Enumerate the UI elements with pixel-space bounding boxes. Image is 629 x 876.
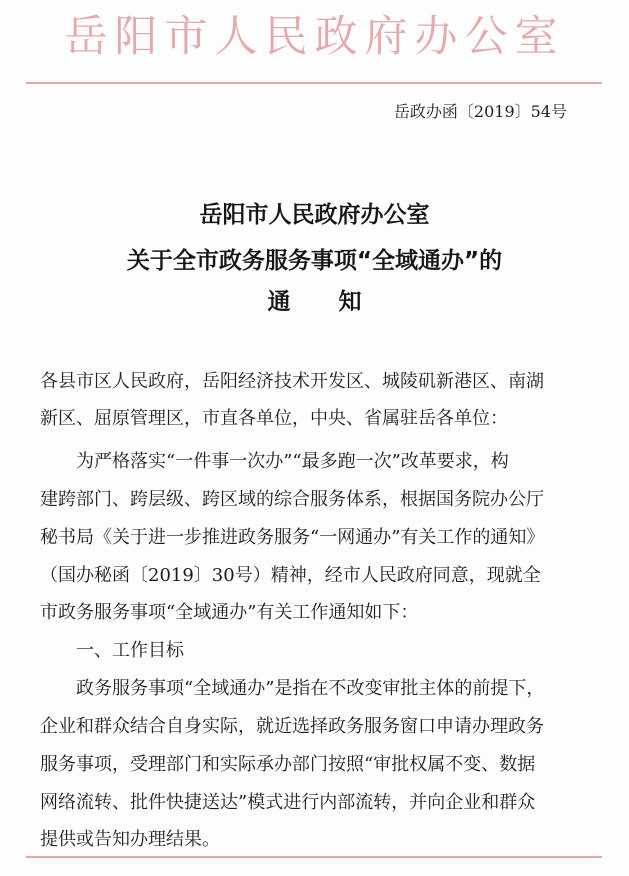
recipients-line-2: 新区、屈原管理区，市直各单位，中央、省属驻岳各单位： [40, 408, 508, 429]
title-line-3 [0, 287, 629, 317]
document-number: 岳政办函〔2019〕54号 [393, 102, 567, 121]
recipients-line-1: 各县市区人民政府，岳阳经济技术开发区、城陵矶新港区、南湖 [40, 371, 544, 392]
footer-divider [26, 856, 602, 858]
section-1-heading: 一、工作目标 [76, 640, 184, 661]
paragraph-1-line-3: 秘书局《关于进一步推进政务服务“一网通办”有关工作的通知》 [40, 527, 545, 548]
paragraph-2-line-2: 企业和群众结合自身实际，就近选择政务服务窗口申请办理政务 [40, 716, 544, 737]
paragraph-1-line-1: 为严格落实“一件事一次办”“最多跑一次”改革要求，构 [76, 451, 509, 472]
paragraph-2-line-4: 网络流转、批件快捷送达”模式进行内部流转，并向企业和群众 [40, 792, 536, 813]
paragraph-1-line-4: （国办秘函〔2019〕30号）精神，经市人民政府同意，现就全 [40, 565, 541, 586]
paragraph-2-line-5: 提供或告知办理结果。 [40, 829, 220, 850]
paragraph-1-line-5: 市政务服务事项“全域通办”有关工作通知如下： [40, 602, 419, 623]
paragraph-2-line-1: 政务服务事项“全域通办”是指在不改变审批主体的前提下， [76, 678, 545, 699]
title-line-1: 岳阳市人民政府办公室 [199, 202, 430, 228]
paragraph-2-line-3: 服务事项，受理部门和实际承办部门按照“审批权属不变、数据 [40, 754, 536, 775]
masthead-title: 岳阳市人民政府办公室 [64, 12, 565, 62]
paragraph-1-line-2: 建跨部门、跨层级、跨区域的综合服务体系，根据国务院办公厅 [40, 489, 544, 510]
title-line-2: 关于全市政务服务事项“全域通办”的 [126, 248, 503, 274]
masthead-divider [26, 82, 602, 84]
title-notice-word: 通知 [267, 289, 410, 315]
